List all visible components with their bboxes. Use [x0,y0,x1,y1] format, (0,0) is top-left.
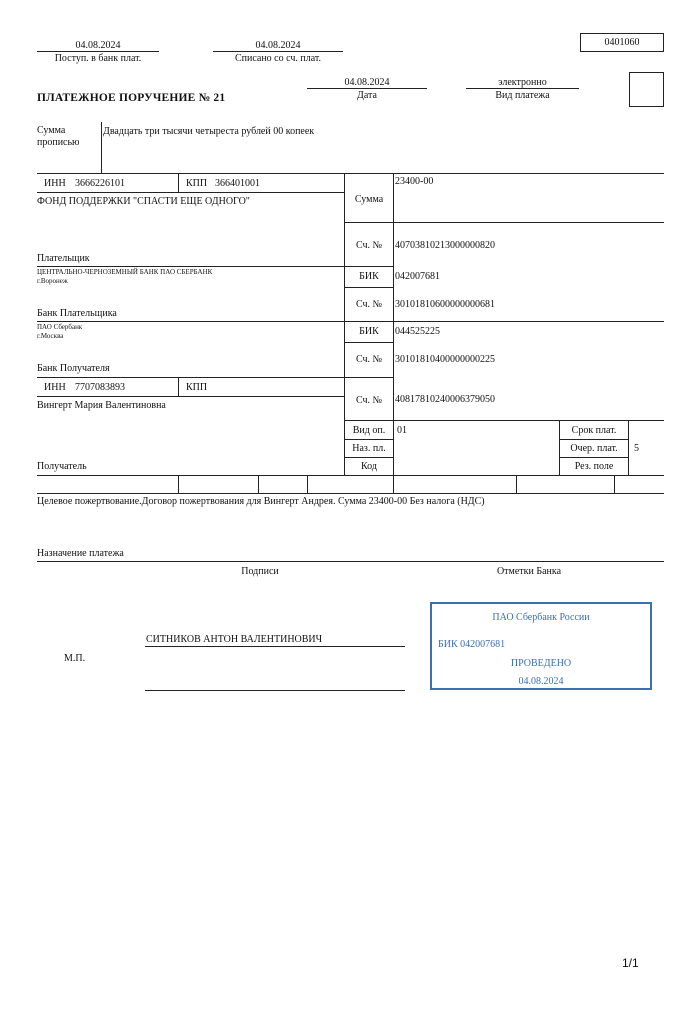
payer-inn: 3666226101 [75,178,125,189]
payee-bik-label: БИК [359,326,379,337]
payer-inn-line [37,192,344,193]
payer-bank-name: ЦЕНТРАЛЬНО-ЧЕРНОЗЕМНЫЙ БАНК ПАО СБЕРБАНК [37,268,213,276]
naz-pl-label: Наз. пл. [352,443,386,454]
tax-col-3 [307,475,308,493]
payer-bik-label: БИК [359,271,379,282]
order-date: 04.08.2024 [344,77,390,88]
payment-type-label: Вид платежа [495,90,550,101]
debited-date-line [213,51,343,52]
tax-col-6 [614,475,615,493]
payer-bottom-line [37,266,393,267]
payer-name: ФОНД ПОДДЕРЖКИ "СПАСТИ ЕЩЕ ОДНОГО" [37,196,250,207]
vid-op-label: Вид оп. [352,425,386,436]
empty-code-box [629,72,664,107]
bank-marks-label: Отметки Банка [496,566,562,577]
signature-line-2 [145,690,405,691]
payee-label: Получатель [37,461,87,472]
vid-op: 01 [397,425,407,436]
signatures-label: Подписи [241,566,279,577]
kod-label: Код [361,461,377,472]
payer-inn-label: ИНН [44,178,66,189]
payer-kpp: 366401001 [215,178,260,189]
payee-account-label: Сч. № [355,395,383,406]
sum-label: Сумма [354,194,384,205]
payer-account: 40703810213000000820 [395,240,495,251]
payee-inn: 7707083893 [75,382,125,393]
order-date-line [307,88,427,89]
tax-col-4 [393,475,394,493]
amount-words-label-1: Сумма [37,125,66,136]
stamp-bik: БИК 042007681 [438,639,506,650]
order-date-label: Дата [357,90,377,101]
payer-corr-label: Сч. № [355,299,383,310]
debited-date: 04.08.2024 [255,40,301,51]
signer-name: СИТНИКОВ АНТОН ВАЛЕНТИНОВИЧ [146,634,323,645]
amount-words-bottom-line [37,173,664,174]
ocher-label: Очер. плат. [570,443,618,454]
payee-name: Вингерт Мария Валентиновна [37,400,166,411]
payer-inn-kpp-divider [178,173,179,192]
operation-row-line-1b [559,439,628,440]
purpose-label: Назначение платежа [37,548,124,559]
payee-inn-label: ИНН [44,382,66,393]
payee-bank-label: Банк Получателя [37,363,110,374]
payee-corr-label: Сч. № [355,354,383,365]
purpose-bottom-line [37,561,664,562]
payer-account-label: Сч. № [355,240,383,251]
payee-inn-line [37,396,344,397]
payer-corr-account: 30101810600000000681 [395,299,495,310]
tax-col-1 [178,475,179,493]
operation-row-line-1a [344,439,393,440]
grid-col-2 [393,173,394,475]
tax-col-5 [516,475,517,493]
amount-words-label-2: прописью [37,137,80,148]
payee-bik-line [344,342,393,343]
srok-label: Срок плат. [571,425,617,436]
operation-top-line [344,420,664,421]
payee-bank-name: ПАО Сбербанк [37,323,83,331]
payer-bik: 042007681 [395,271,440,282]
signature-line-1 [145,646,405,647]
stamp-status: ПРОВЕДЕНО [510,658,572,669]
operation-row-line-2a [344,457,393,458]
tax-col-2 [258,475,259,493]
stamp-date: 04.08.2024 [518,676,564,687]
received-date-line [37,51,159,52]
payer-bank-bottom-line [37,321,664,322]
payee-kpp-label: КПП [186,382,208,393]
rez-label: Рез. поле [574,461,614,472]
payer-bank-label: Банк Плательщика [37,308,117,319]
purpose-text: Целевое пожертвование.Договор пожертвования для Вингерт Андрея. Сумма 23400-00 Без налога (НДС) [37,496,485,507]
sum-value: 23400-00 [395,176,434,187]
tax-row-bottom-line [37,493,664,494]
form-code: 0401060 [580,33,664,52]
bank-stamp [430,602,652,690]
payee-bank-city: г.Москва [37,332,64,340]
stamp-bank-name: ПАО Сбербанк России [492,612,590,623]
mp-label: М.П. [64,653,86,664]
operation-row-line-2b [559,457,628,458]
payment-type-line [466,88,579,89]
payment-type: электронно [498,77,547,88]
payer-bik-line [344,287,393,288]
payee-bik: 044525225 [395,326,440,337]
payer-label: Плательщик [37,253,90,264]
payer-bank-city: г.Воронеж [37,277,68,285]
payee-account: 40817810240006379050 [395,394,495,405]
amount-words-value: Двадцать три тысячи четыреста рублей 00 копеек [103,126,315,137]
page-number: 1/1 [622,956,639,970]
order-title: ПЛАТЕЖНОЕ ПОРУЧЕНИЕ № 21 [37,92,226,104]
amount-words-divider [101,122,102,174]
received-date: 04.08.2024 [75,40,121,51]
tax-row-top-line [37,475,664,476]
debited-label: Списано со сч. плат. [234,53,322,64]
operation-col-4 [628,420,629,475]
payer-kpp-label: КПП [186,178,208,189]
payee-corr-account: 30101810400000000225 [395,354,495,365]
received-label: Поступ. в банк плат. [54,53,142,64]
payee-bank-bottom-line [37,377,393,378]
payee-inn-kpp-divider [178,377,179,396]
sum-bottom-line [344,222,664,223]
ocher-value: 5 [634,443,639,454]
